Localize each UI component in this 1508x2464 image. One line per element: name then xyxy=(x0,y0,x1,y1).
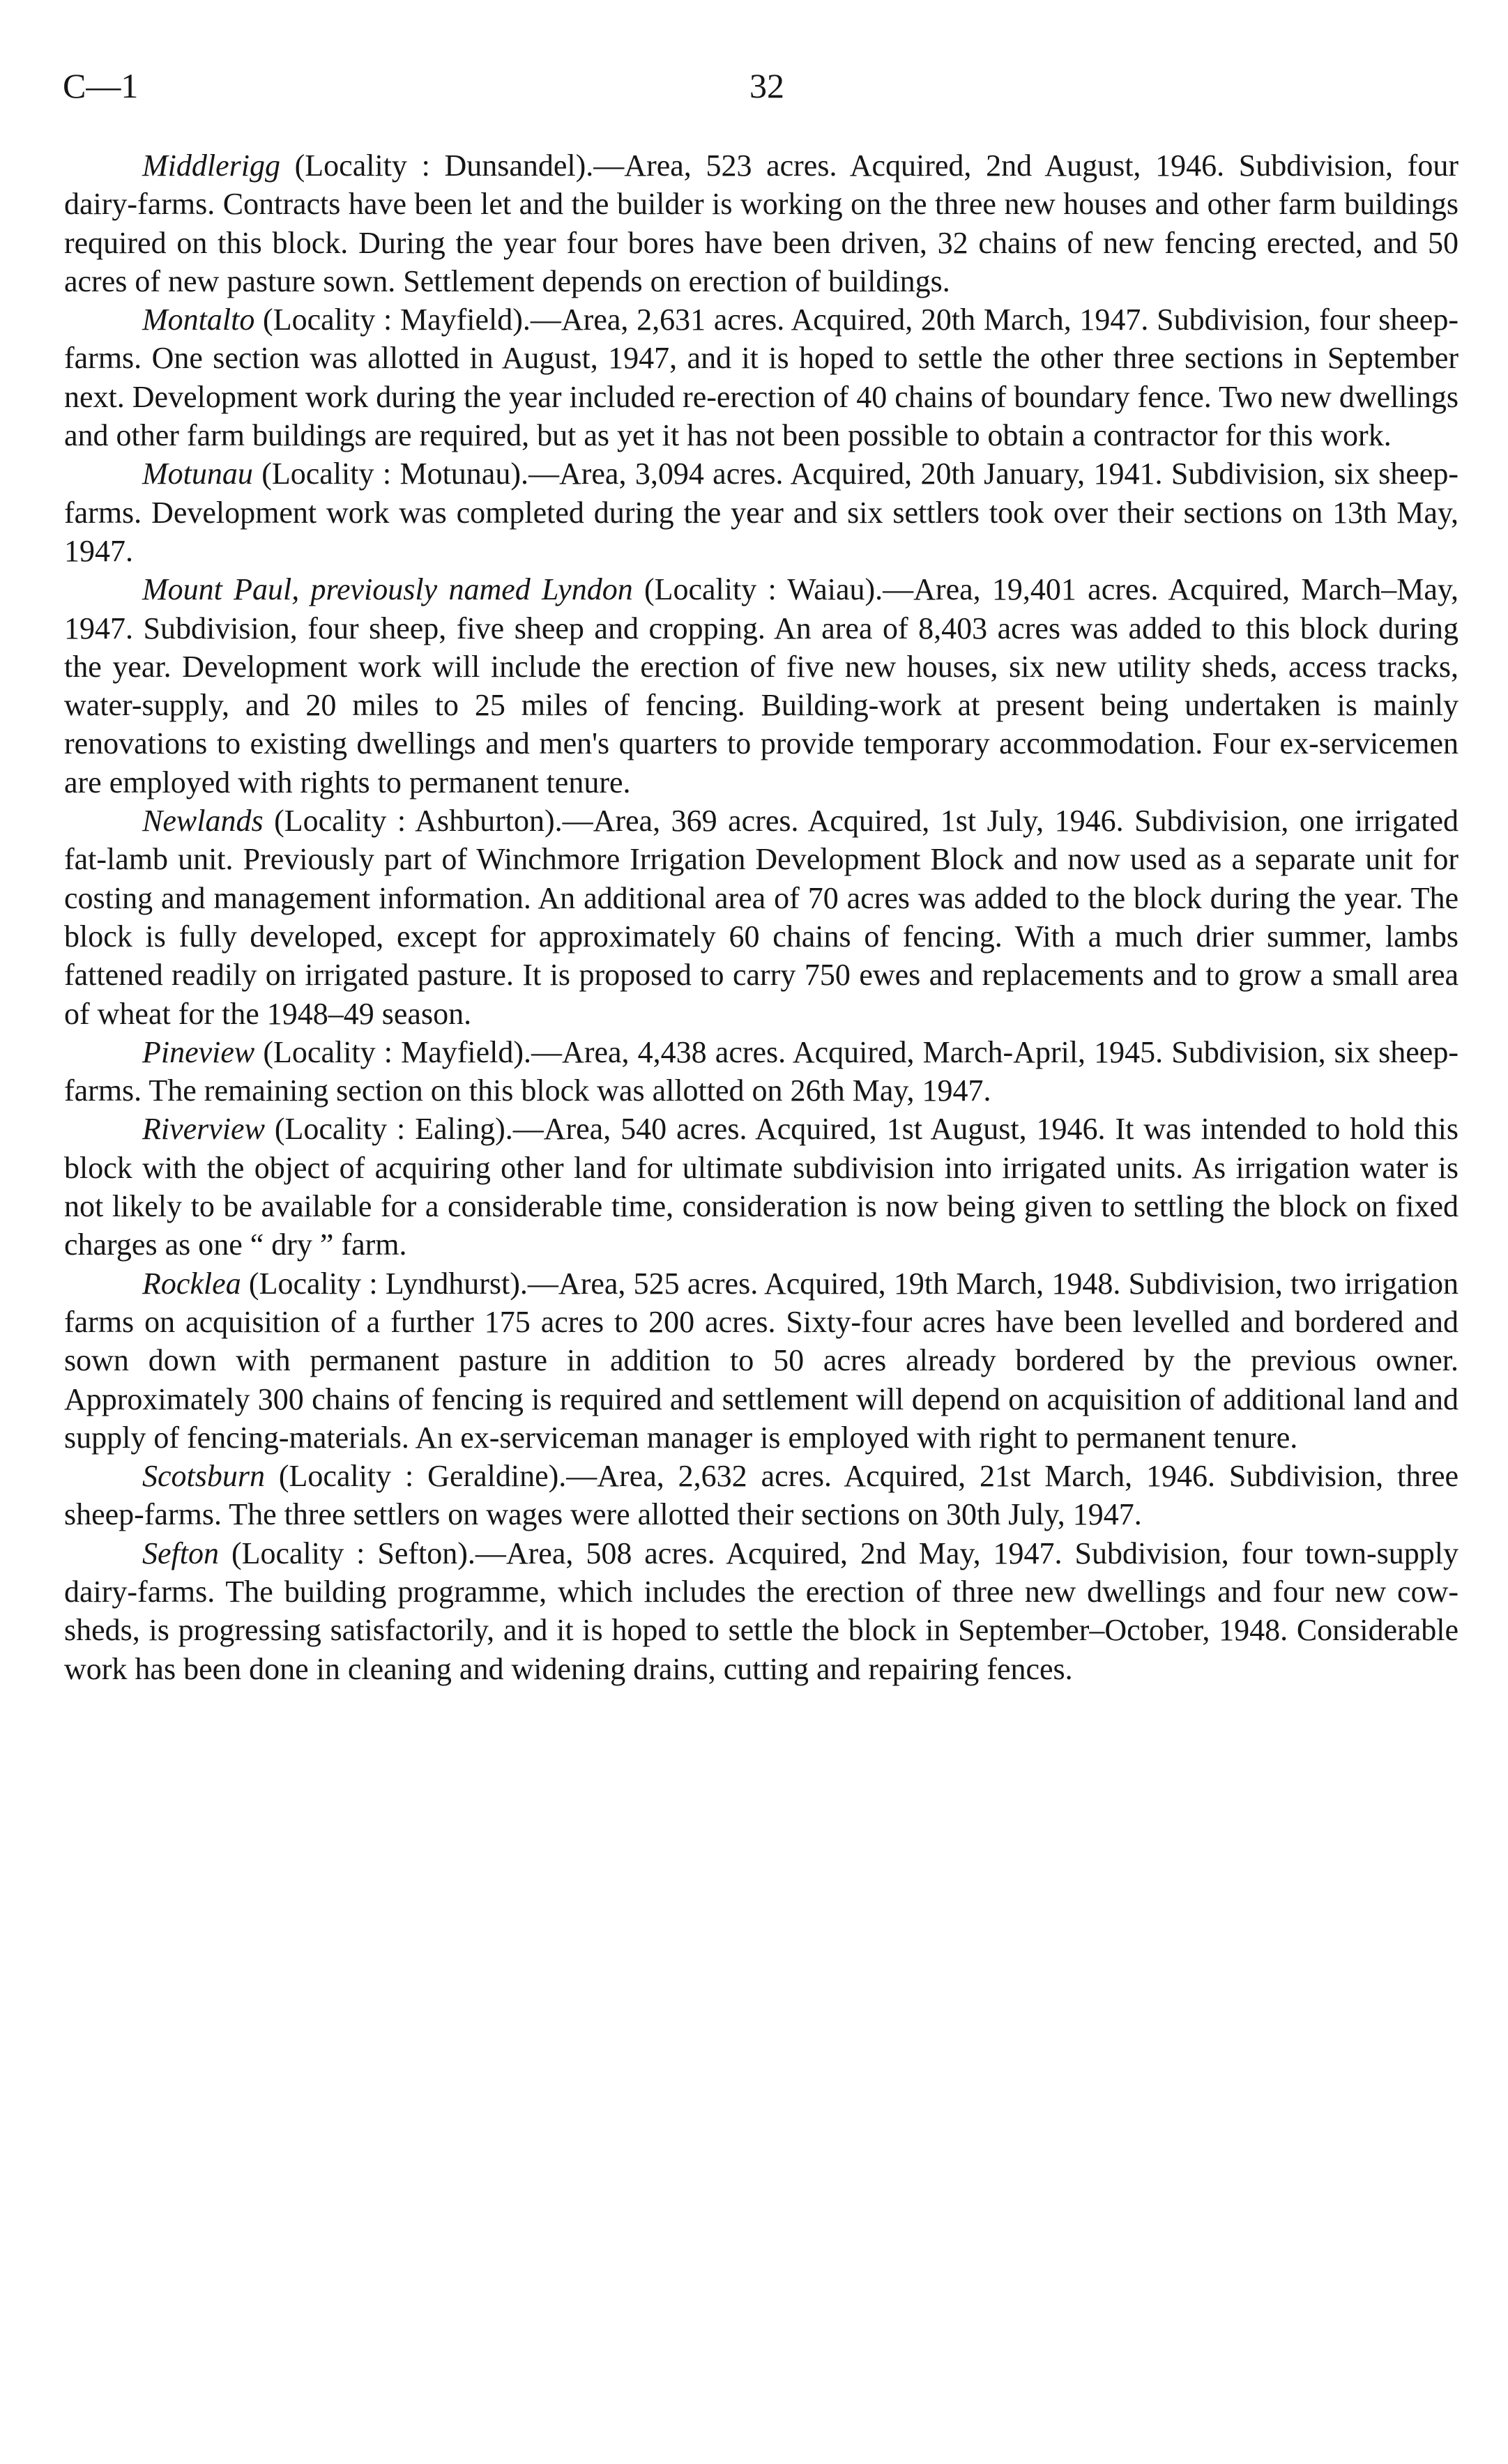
entry-text: (Locality : Motunau).—Area, 3,094 acres. Acquired, 20th January, 1941. Subdivision, six sheep-farms. Development work was completed during the year and six settlers took over their sections on 13th May, 1947. xyxy=(64,457,1459,568)
page-header xyxy=(0,61,1508,110)
entry-middlerigg xyxy=(64,146,1459,300)
entry-text: (Locality : Mayfield).—Area, 4,438 acres. Acquired, March-April, 1945. Subdivision, six sheep-farms. The remaining section on this block was allotted on 26th May, 1947. xyxy=(64,1034,1459,1108)
entry-motunau xyxy=(64,454,1459,570)
entry-rocklea xyxy=(64,1264,1459,1457)
entry-sefton xyxy=(64,1534,1459,1688)
entry-text: (Locality : Ealing).—Area, 540 acres. Acquired, 1st August, 1946. It was intended to hold this block with the object of acquiring other land for ultimate subdivision into irrigated units. As irrigation water is not likely to be available for a considerable time, consideration is now being given to settling the block on fixed charges as one “ dry ” farm. xyxy=(64,1112,1459,1262)
entry-montalto xyxy=(64,300,1459,454)
entry-scotsburn xyxy=(64,1457,1459,1534)
entry-title: Riverview xyxy=(142,1112,265,1147)
entry-text: (Locality : Geraldine).—Area, 2,632 acres. Acquired, 21st March, 1946. Subdivision, three sheep-farms. The three settlers on wages were allotted their sections on 30th July, 1947. xyxy=(64,1459,1459,1532)
entry-title: Middlerigg xyxy=(142,148,280,183)
entry-mount-paul xyxy=(64,570,1459,802)
entry-newlands xyxy=(64,802,1459,1033)
entry-pineview xyxy=(64,1033,1459,1110)
entry-title: Newlands xyxy=(142,804,264,839)
entry-text: (Locality : Waiau).—Area, 19,401 acres. Acquired, March–May, 1947. Subdivision, four sheep, five sheep and cropping. An area of 8,403 acres was added to this block during the year. Development work will include the erection of five new houses, six new utility sheds, access tracks, water-supply, and 20 miles to 25 miles of fencing. Building-work at present being undertaken is mainly renovations to existing dwellings and men's quarters to provide temporary accommodation. Four ex-servicemen are employed with rights to permanent tenure. xyxy=(64,572,1459,799)
body-text xyxy=(64,146,1459,1688)
entry-title: Motunau xyxy=(142,457,253,491)
document-code: C—1 xyxy=(63,66,139,105)
page-number: 32 xyxy=(749,66,784,105)
entry-title: Mount Paul, previously named Lyndon xyxy=(142,572,633,607)
entry-title: Scotsburn xyxy=(142,1459,265,1494)
entry-text: (Locality : Sefton).—Area, 508 acres. Acquired, 2nd May, 1947. Subdivision, four town-supply dairy-farms. The building programme, which includes the erection of three new dwellings and four new cow-sheds, is progressing satisfactorily, and it is hoped to settle the block in September–October, 1948. Considerable work has been done in cleaning and widening drains, cutting and repairing fences. xyxy=(64,1536,1459,1686)
entry-text: (Locality : Ashburton).—Area, 369 acres. Acquired, 1st July, 1946. Subdivision, one irrigated fat-lamb unit. Previously part of Winchmore Irrigation Development Block and now used as a separate unit for costing and management information. An additional area of 70 acres was added to the block during the year. The block is fully developed, except for approximately 60 chains of fencing. With a much drier summer, lambs fattened readily on irrigated pasture. It is proposed to carry 750 ewes and replacements and to grow a small area of wheat for the 1948–49 season. xyxy=(64,804,1459,1031)
entry-text: (Locality : Lyndhurst).—Area, 525 acres. Acquired, 19th March, 1948. Subdivision, two irrigation farms on acquisition of a further 175 acres to 200 acres. Sixty-four acres have been levelled and bordered and sown down with permanent pasture in addition to 50 acres already bordered by the previous owner. Approximately 300 chains of fencing is required and settlement will depend on acquisition of additional land and supply of fencing-materials. An ex-serviceman manager is employed with right to permanent tenure. xyxy=(64,1266,1459,1455)
entry-riverview xyxy=(64,1110,1459,1264)
entry-title: Sefton xyxy=(142,1536,219,1570)
entry-title: Montalto xyxy=(142,303,255,337)
entry-text: (Locality : Dunsandel).—Area, 523 acres. Acquired, 2nd August, 1946. Subdivision, four dairy-farms. Contracts have been let and the builder is working on the three new houses and other farm buildings required on this block. During the year four bores have been driven, 32 chains of new fencing erected, and 50 acres of new pasture sown. Settlement depends on erection of buildings. xyxy=(64,148,1459,298)
entry-title: Pineview xyxy=(142,1034,255,1069)
entry-title: Rocklea xyxy=(142,1266,241,1301)
entry-text: (Locality : Mayfield).—Area, 2,631 acres. Acquired, 20th March, 1947. Subdivision, four sheep-farms. One section was allotted in August, 1947, and it is hoped to settle the other three sections in September next. Development work during the year included re-erection of 40 chains of boundary fence. Two new dwellings and other farm buildings are required, but as yet it has not been possible to obtain a contractor for this work. xyxy=(64,303,1459,453)
